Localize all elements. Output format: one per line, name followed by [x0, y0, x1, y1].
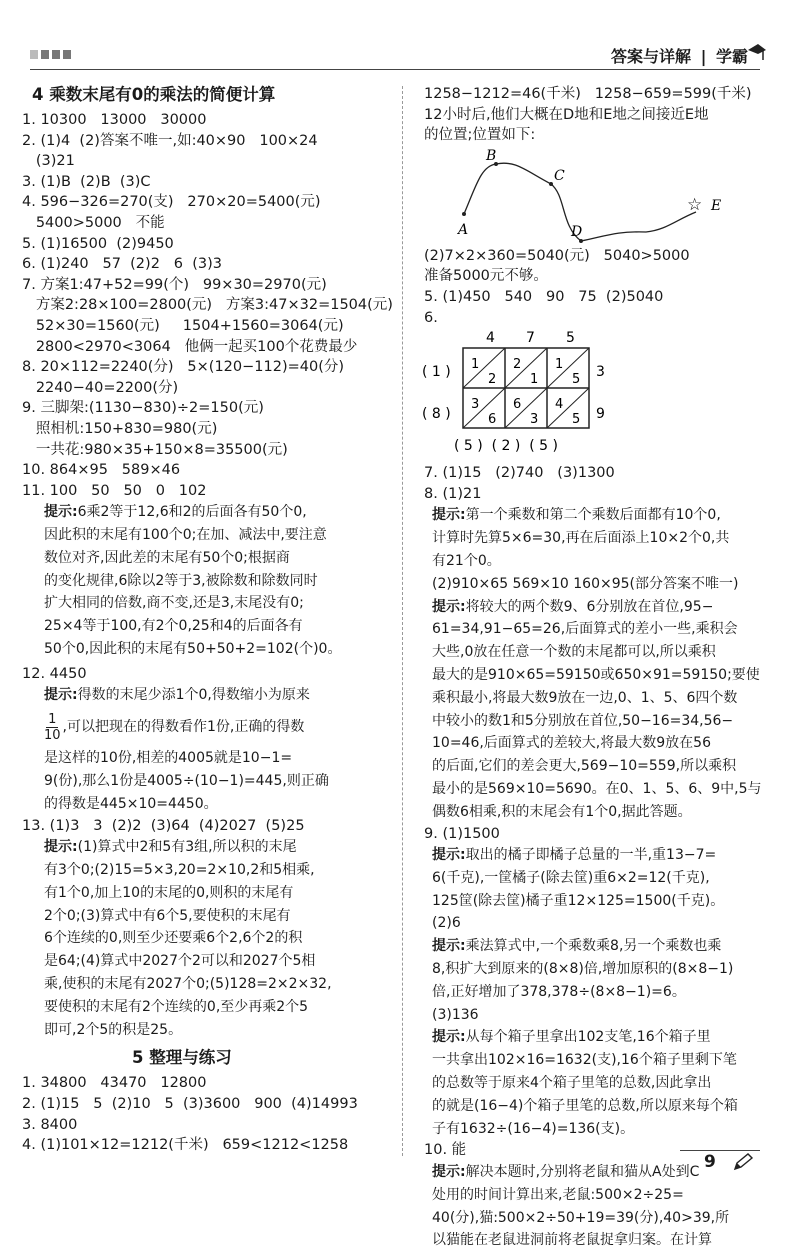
fraction-numerator: 1: [48, 711, 57, 727]
tip-label: 提示:: [432, 598, 466, 615]
tip-line: 125筐(除去筐)橘子重12×125=1500(千克)。: [432, 892, 725, 909]
tip-line: 的就是(16−4)个箱子里笔的总数,所以原来每个箱: [432, 1097, 738, 1114]
tip-line: 处用的时间计算出来,老鼠:500×2÷25=: [432, 1186, 684, 1203]
tip-label: 提示:: [44, 687, 78, 704]
star-icon: ☆: [687, 194, 703, 215]
tip-text: 6乘2等于12,6和2的后面各有50个0,: [77, 504, 307, 521]
answer-10: 10. 能: [424, 1142, 467, 1159]
header-brand: 学霸: [715, 47, 748, 66]
lattice-right-digit: 9: [596, 406, 605, 423]
tip-line: [44, 501, 390, 524]
lattice-cell-digit: 6: [488, 412, 497, 428]
lattice-cell-digit: 5: [572, 372, 581, 388]
position-map: [416, 146, 788, 246]
tip-line: 的后面,它们的差会更大,569−10=559,所以乘积: [432, 758, 737, 775]
fraction-denominator: 10: [44, 727, 61, 743]
answer-line: 2. (1)15 5 (2)10 5 (3)3600 900 (4)14993: [22, 1096, 358, 1112]
tip-line: 最小的是569×10=5690。在0、1、5、6、9中,5与: [432, 780, 762, 797]
tip-text: 乘法算式中,一个乘数乘8,另一个乘数也乘: [465, 938, 722, 955]
tip-line: 40(分),猫:500×2÷50+19=39(分),40>39,所: [432, 1209, 730, 1226]
header-decoration: [30, 50, 71, 59]
tip-line: 有1个0,加上10的末尾的0,则积的末尾有: [44, 884, 294, 901]
lattice-right-digit: 3: [596, 364, 605, 381]
tip-text: 取出的橘子即橘子总量的一半,重13−7=: [465, 847, 717, 864]
tip-label: 提示:: [44, 839, 78, 856]
tip-text: 从每个箱子里拿出102支笔,16个箱子里: [465, 1029, 711, 1046]
lattice-top-digit: 4: [486, 330, 495, 347]
tip-line: (2)910×65 569×10 160×95(部分答案不唯一): [432, 575, 739, 592]
header-title: 答案与详解 | 学霸: [610, 47, 748, 66]
tip-line: 有21个0。: [432, 552, 501, 569]
tip-line: 6个连续的0,则至少还要乘6个2,6个2的积: [44, 930, 303, 947]
tip-line: 数位对齐,因此差的末尾有50个0;根据商: [44, 549, 290, 566]
tip-12: [44, 684, 390, 815]
tip-line: 是64;(4)算式中2027个2可以和2027个5相: [44, 953, 316, 970]
tip-line: 9(份),那么1份是4005÷(10−1)=445,则正确: [44, 773, 329, 790]
tip-text: 将较大的两个数9、6分别放在首位,95−: [465, 598, 714, 615]
tip-line: 的总数等于原来4个箱子里笔的总数,因此拿出: [432, 1075, 712, 1092]
tip-text: 第一个乘数和第二个乘数后面都有10个0,: [465, 507, 721, 524]
tip-line: 乘积最小,将最大数9放在一边,0、1、5、6四个数: [432, 689, 738, 706]
answer-line: 6.: [424, 309, 438, 326]
lattice-top-digit: 5: [566, 330, 575, 347]
lattice-left-label: ( 1 ): [422, 364, 451, 381]
tip-line: 25×4等于100,有2个0,25和4的后面各有: [44, 618, 303, 635]
answer-line: 准备5000元不够。: [424, 268, 548, 285]
tip-line: (3)136: [432, 1006, 479, 1023]
answer-line: 9. 三脚架:(1130−830)÷2=150(元): [22, 400, 264, 417]
map-label-e: E: [711, 197, 722, 214]
answer-line: 1. 10300 13000 30000: [22, 112, 207, 128]
answer-line: 10. 864×95 589×46: [22, 462, 181, 479]
lattice-cell-digit: 1: [530, 372, 539, 388]
tip-line: 子有1632÷(16−4)=136(支)。: [432, 1120, 635, 1137]
tip-line: 中较小的数1和5分别放在首位,50−16=34,56−: [432, 712, 734, 729]
tip-line: 有3个0;(2)15=5×3,20=2×10,2和5相乘,: [44, 862, 315, 879]
tip-line: [432, 1026, 788, 1049]
lattice-cell-digit: 2: [513, 357, 522, 373]
tip-label: 提示:: [432, 1029, 466, 1046]
tip-line: 61=34,91−65=26,后面算式的差小一些,乘积会: [432, 621, 738, 638]
tip-line: 10=46,后面算式的差较大,将最大数9放在56: [432, 735, 711, 752]
answer-line: 照相机:150+830=980(元): [22, 420, 218, 437]
pencil-icon: [732, 1152, 754, 1172]
tip-line: [432, 844, 788, 867]
tip-line: 的变化规律,6除以2等于3,被除数和除数同时: [44, 572, 318, 589]
answer-line: (2)7×2×360=5040(元) 5040>5000: [424, 247, 690, 264]
right-after-map: [424, 246, 788, 328]
tip-line: 因此积的末尾有100个0;在加、减法中,要注意: [44, 527, 327, 544]
tip-line: 2个0;(3)算式中有6个5,要使积的末尾有: [44, 907, 291, 924]
fraction: [44, 712, 61, 743]
answer-line: 11. 100 50 50 0 102: [22, 482, 207, 499]
tip-line: 扩大相同的倍数,商不变,还是3,末尾没有0;: [44, 595, 304, 612]
map-label-a: A: [458, 221, 469, 238]
answer-line: 4. 596−326=270(支) 270×20=5400(元): [22, 194, 321, 211]
lattice-cell-digit: 3: [530, 412, 539, 428]
map-label-d: D: [571, 223, 583, 240]
tip-label: 提示:: [432, 847, 466, 864]
tip-line: 是这样的10份,相差的4005就是10−1=: [44, 750, 293, 767]
graduation-cap-icon: [746, 40, 766, 64]
answer-line: 2800<2970<3064 他俩一起买100个花费最少: [22, 338, 358, 355]
header-title-text: 答案与详解: [610, 47, 691, 66]
lattice-grid: [416, 328, 776, 463]
tip-9: [432, 844, 788, 1140]
tip-label: 提示:: [432, 1164, 466, 1181]
right-mid-lines: [424, 463, 788, 504]
tip-text: 得数的末尾少添1个0,得数缩小为原来: [77, 687, 310, 704]
answer-line: 2240−40=2200(分): [22, 379, 179, 396]
tip-line: [44, 836, 390, 859]
answer-line: 5400>5000 不能: [22, 214, 165, 231]
column-divider: [402, 86, 403, 1156]
answer-line: (3)21: [22, 153, 75, 170]
tip-line: 计算时先算5×6=30,再在后面添上10×2个0,共: [432, 530, 730, 547]
footer-rule: [680, 1150, 760, 1151]
section-5-answers: [22, 1073, 390, 1155]
answer-9: 9. (1)1500: [424, 825, 500, 842]
answer-13: 13. (1)3 3 (2)2 (3)64 (4)2027 (5)25: [22, 817, 305, 834]
tip-line: 最大的是910×65=59150或650×91=59150;要使: [432, 666, 760, 683]
header-rule: [30, 69, 760, 70]
left-answer-lines: [22, 110, 393, 501]
lattice-cell-digit: 4: [555, 397, 564, 413]
tip-line: (2)6: [432, 915, 461, 932]
answer-line: 5. (1)450 540 90 75 (2)5040: [424, 288, 664, 305]
tip-8: [432, 504, 788, 823]
answer-line: 12小时后,他们大概在D地和E地之间接近E地: [424, 106, 709, 123]
tip-line: 6(千克),一筐橘子(除去筐)重6×2=12(千克),: [432, 869, 710, 886]
left-column: [22, 84, 393, 1156]
answer-line: 6. (1)240 57 (2)2 6 (3)3: [22, 256, 222, 273]
answer-line: 8. 20×112=2240(分) 5×(120−112)=40(分): [22, 359, 345, 376]
answer-line: 3. 8400: [22, 1116, 78, 1133]
tip-text: 解决本题时,分别将老鼠和猫从A处到C: [465, 1164, 700, 1181]
answer-line: 3. (1)B (2)B (3)C: [22, 173, 151, 190]
tip-line: 50个0,因此积的末尾有50+50+2=102(个)0。: [44, 641, 342, 658]
lattice-cell-digit: 5: [572, 412, 581, 428]
tip-line: 要使积的末尾有2个连续的0,至少再乘2个5: [44, 998, 309, 1015]
lattice-cell-digit: 1: [555, 357, 564, 373]
tip-line: [432, 504, 788, 527]
tip-12-line-a: [44, 684, 390, 707]
tip-11: [44, 501, 390, 661]
tip-13: [44, 836, 390, 1041]
tip-line: 8,积扩大到原来的(8×8)倍,增加原积的(8×8−1): [432, 961, 734, 978]
lattice-cell-digit: 2: [488, 372, 497, 388]
lattice-cell-digit: 6: [513, 397, 522, 413]
tip-line: 倍,正好增加了378,378÷(8×8−1)=6。: [432, 983, 686, 1000]
right-column: [416, 84, 788, 1252]
lattice-multiplication: [416, 328, 788, 463]
page-number: 9: [704, 1152, 716, 1172]
tip-12-line-b: ,可以把现在的得数看作1份,正确的得数: [62, 718, 305, 735]
tip-label: 提示:: [44, 504, 78, 521]
tip-label: 提示:: [432, 938, 466, 955]
tip-12-rest: [44, 747, 390, 815]
tip-line: 乘,使积的末尾有2027个0;(5)128=2×2×32,: [44, 976, 332, 993]
lattice-top-digit: 7: [526, 330, 535, 347]
tip-line: 即可,2个5的积是25。: [44, 1021, 183, 1038]
lattice-bottom-digits: ( 5 ) ( 2 ) ( 5 ): [454, 438, 558, 455]
answer-line: 2. (1)4 (2)答案不唯一,如:40×90 100×24: [22, 132, 318, 149]
tip-text: (1)算式中2和5有3组,所以积的末尾: [77, 839, 297, 856]
answer-line: 7. (1)15 (2)740 (3)1300: [424, 465, 615, 482]
tip-line: [432, 596, 788, 619]
right-top-lines: [424, 84, 788, 146]
tip-line: 以猫能在老鼠进洞前将老鼠捉拿归案。在计算: [432, 1232, 712, 1249]
answer-line: 的位置;位置如下:: [424, 127, 536, 144]
tip-line: 大些,0放在任意一个数的末尾都可以,所以乘积: [432, 644, 716, 661]
answer-line: 一共花:980×35+150×8=35500(元): [22, 441, 288, 458]
answer-line: 1. 34800 43470 12800: [22, 1075, 207, 1092]
answer-line: 1258−1212=46(千米) 1258−659=599(千米): [424, 86, 752, 102]
map-label-b: B: [486, 147, 497, 164]
tip-line: 一共拿出102×16=1632(支),16个箱子里剩下笔: [432, 1052, 737, 1069]
map-label-c: C: [554, 167, 565, 184]
answer-line: 方案2:28×100=2800(元) 方案3:47×32=1504(元): [22, 297, 393, 314]
tip-line: 的得数是445×10=4450。: [44, 795, 218, 812]
lattice-cell-digit: 3: [471, 397, 480, 413]
answer-line: 52×30=1560(元) 1504+1560=3064(元): [22, 317, 344, 334]
tip-label: 提示:: [432, 507, 466, 524]
tip-line: [432, 935, 788, 958]
answer-line: 8. (1)21: [424, 485, 482, 502]
route-diagram: [416, 146, 776, 246]
section-title-5: 5 整理与练习: [132, 1048, 232, 1068]
lattice-cell-digit: 1: [471, 357, 480, 373]
tip-10: [432, 1161, 788, 1252]
answer-12: 12. 4450: [22, 665, 87, 682]
tip-line: 偶数6相乘,积的末尾会有1个0,据此答题。: [432, 803, 692, 820]
answer-line: 7. 方案1:47+52=99(个) 99×30=2970(元): [22, 276, 327, 293]
lattice-left-label: ( 8 ): [422, 406, 451, 423]
section-title-4: 4 乘数末尾有0的乘法的简便计算: [32, 85, 276, 104]
answer-line: 4. (1)101×12=1212(千米) 659<1212<1258: [22, 1137, 349, 1154]
answer-line: 5. (1)16500 (2)9450: [22, 235, 174, 252]
